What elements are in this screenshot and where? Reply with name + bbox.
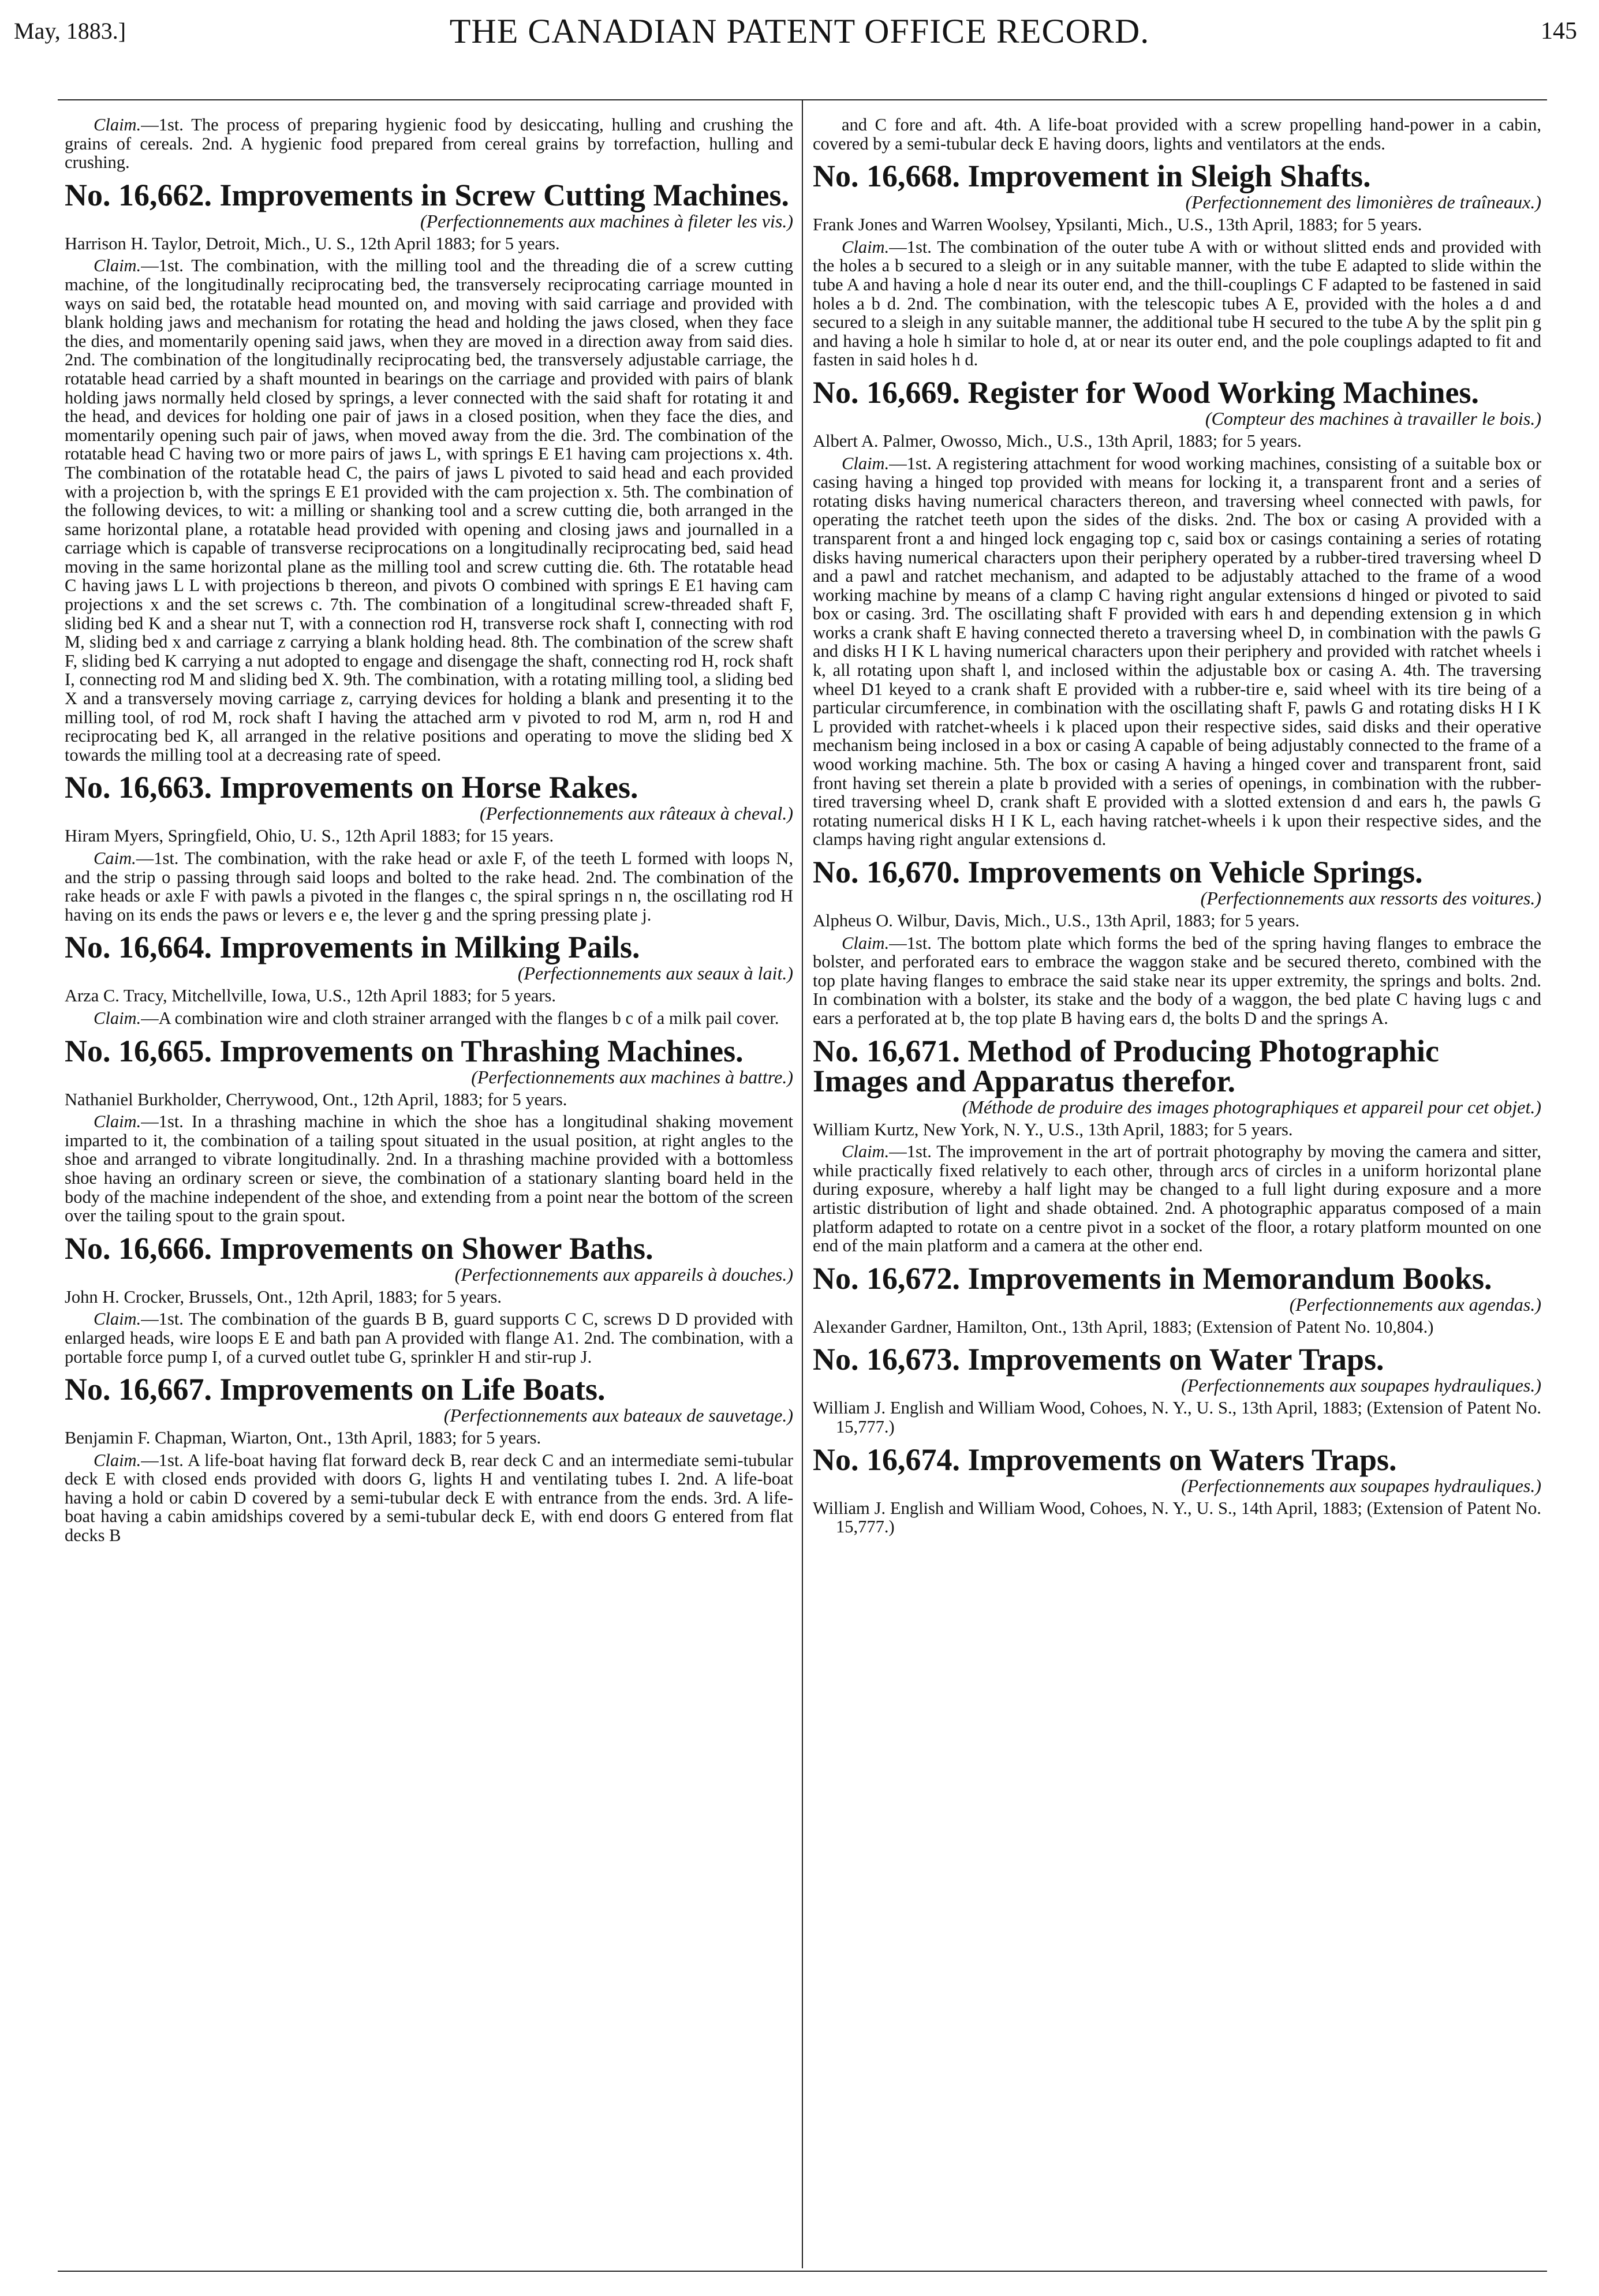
- french-title: (Perfectionnements aux râteaux à cheval.): [480, 803, 793, 824]
- patent-number: No. 16,663.: [65, 770, 212, 805]
- claim-paragraph: [813, 454, 1541, 849]
- french-title: (Perfectionnements aux agendas.): [1289, 1293, 1541, 1315]
- claim-text: —1st. The combination of the outer tube A with or without slitted ends and provided with the holes a b secured to a sleigh or in any suitable manner, with the tube E adapted to slide within the tube A and having a hole d near its outer end, and the thill-couplings C F adapted to be fastened in said holes a b d. 2nd. The combination, with the telescopic tubes A E, provided with the holes a d and secured to a sleigh in any suitable manner, the additional tube H secured to the tube A by the split pin g and having a hole h similar to hole d, at or near its outer end, and the pole couplings adapted to fit and fasten in said holes h d.: [813, 237, 1541, 370]
- claim-paragraph: [65, 256, 793, 764]
- claim-text: —1st. The improvement in the art of portrait photography by moving the camera and sitter, while practically fixed relatively to each other, through arcs of circles in a uniform horizontal plane during exposure, whereby a half light may be changed to a full light during exposure and a more artistic distribution of light and shade obtained. 2nd. A photographic apparatus composed of a main platform adapted to rotate on a centre pivot in a socket of the floor, a rotary platform mounted on one end of the main platform and a camera at the other end.: [813, 1142, 1541, 1256]
- claim-label: Claim.: [94, 115, 141, 134]
- patent-title: Improvements in Memorandum Books.: [967, 1261, 1492, 1296]
- french-title: (Perfectionnements aux soupapes hydrauliques.): [1181, 1475, 1541, 1496]
- left-column: [65, 115, 793, 2263]
- inventor-line: Alpheus O. Wilbur, Davis, Mich., U.S., 13th April, 1883; for 5 years.: [813, 911, 1300, 930]
- patent-title: Improvements on Vehicle Springs.: [967, 855, 1423, 889]
- claim-text: —1st. In a thrashing machine in which the shoe has a longitudinal shaking movement imparted to it, the combination of a tailing spout situated in the usual position, at right angles to the shoe and arranged to vibrate longitudinally. 2nd. In a thrashing machine provided with a bottomless shoe having an ordinary screen or sieve, the combination of a stationary slanting board held in the body of the machine independent of the shoe, and extending from a point near the bottom of the screen over the tailing spout to the grain spout.: [65, 1112, 793, 1226]
- inventor-line: Albert A. Palmer, Owosso, Mich., U.S., 13th April, 1883; for 5 years.: [813, 431, 1302, 451]
- patent-entry: [813, 161, 1541, 369]
- patent-heading: [65, 930, 793, 965]
- inventor-line: Arza C. Tracy, Mitchellville, Iowa, U.S., 12th April 1883; for 5 years.: [65, 986, 556, 1006]
- patent-title: Improvements on Life Boats.: [219, 1372, 606, 1407]
- patent-heading: [65, 1372, 793, 1407]
- patent-heading: [813, 857, 1541, 887]
- french-title: (Perfectionnements aux machines à battre.): [471, 1066, 793, 1087]
- patent-heading: [813, 1342, 1541, 1377]
- claim-paragraph: [813, 238, 1541, 369]
- patent-title: Improvements in Milking Pails.: [219, 930, 640, 965]
- patent-entry: [813, 1033, 1541, 1256]
- patent-entry: [65, 177, 793, 765]
- patent-heading: [813, 1442, 1541, 1477]
- french-title: (Méthode de produire des images photographiques et appareil pour cet objet.): [962, 1096, 1541, 1117]
- patent-number: No. 16,664.: [65, 930, 212, 965]
- claim-label: Claim.: [842, 1142, 890, 1162]
- claim-label: Claim.: [94, 1450, 141, 1470]
- claim-text: —1st. The bottom plate which forms the bed of the spring having flanges to embrace the bolster, and perforated ears to embrace the waggon stake and be secured thereto, combined with the top plate having flanges to embrace the said stake near its upper extremity, the springs and bolts. 2nd. In combination with a bolster, its stake and the body of a waggon, the bed plate C having lugs c and ears a perforated at b, the top plate B having ears d, the bolts D and the springs A.: [813, 933, 1541, 1028]
- patent-entry: [813, 1442, 1541, 1537]
- claim-text: and C fore and aft. 4th. A life-boat provided with a screw propelling hand-power in a cabin, covered by a semi-tubular deck E having doors, lights and ventilators at the ends.: [813, 115, 1541, 154]
- patent-heading: [65, 1033, 793, 1068]
- claim-label: Claim.: [94, 256, 141, 276]
- patent-heading: [65, 770, 793, 805]
- inventor-line: John H. Crocker, Brussels, Ont., 12th April, 1883; for 5 years.: [65, 1287, 502, 1307]
- claim-label: Claim.: [94, 1112, 141, 1132]
- patent-number: No. 16,665.: [65, 1033, 212, 1068]
- continued-claim: [813, 115, 1541, 153]
- patent-number: No. 16,670.: [813, 855, 960, 889]
- patent-number: No. 16,668.: [813, 159, 960, 194]
- french-title: (Perfectionnement des limonières de traîneaux.): [1185, 192, 1541, 213]
- patent-number: No. 16,673.: [813, 1342, 960, 1377]
- inventor-line: Alexander Gardner, Hamilton, Ont., 13th April, 1883; (Extension of Patent No. 10,804.): [813, 1317, 1434, 1337]
- claim-paragraph: [65, 1451, 793, 1545]
- patent-entry: [65, 1233, 793, 1366]
- claim-label: Caim.: [94, 848, 136, 868]
- patent-title: Register for Wood Working Machines.: [967, 375, 1480, 410]
- claim-text: —1st. The process of preparing hygienic food by desiccating, hulling and crushing the grains of cereals. 2nd. A hygienic food prepared from cereal grains by torrefaction, hulling and crushing.: [65, 115, 793, 173]
- patent-entry: [813, 1263, 1541, 1337]
- patent-heading: [813, 375, 1541, 410]
- inventor-line: Harrison H. Taylor, Detroit, Mich., U. S., 12th April 1883; for 5 years.: [65, 233, 560, 253]
- claim-paragraph: [65, 1112, 793, 1225]
- claim-text: —1st. The combination of the guards B B, guard supports C C, screws D D provided with enlarged heads, wire loops E E and bath pan A provided with flange A1. 2nd. The combination, with a portable force pump I, of a curved outlet tube G, sprinkler H and stir-rup J.: [65, 1309, 793, 1367]
- inventor-line: Benjamin F. Chapman, Wiarton, Ont., 13th April, 1883; for 5 years.: [65, 1428, 541, 1448]
- patent-number: No. 16,674.: [813, 1442, 960, 1477]
- inventor-line: Hiram Myers, Springfield, Ohio, U. S., 12th April 1883; for 15 years.: [65, 826, 554, 846]
- inventor-line: Nathaniel Burkholder, Cherrywood, Ont., 12th April, 1883; for 5 years.: [65, 1089, 567, 1109]
- page-header: [14, 10, 1585, 57]
- patent-title: Improvements on Waters Traps.: [967, 1442, 1397, 1477]
- continued-claim: [65, 115, 793, 172]
- claim-text: —A combination wire and cloth strainer arranged with the flanges b c of a milk pail cover.: [141, 1008, 779, 1028]
- french-title: (Perfectionnements aux machines à fileter les vis.): [420, 210, 793, 231]
- patent-heading: [813, 1261, 1541, 1296]
- inventor-line: William J. English and William Wood, Cohoes, N. Y., U. S., 14th April, 1883; (Extension of Patent No. 15,777.): [813, 1498, 1541, 1537]
- patent-number: No. 16,667.: [65, 1372, 212, 1407]
- inventor-line: William J. English and William Wood, Cohoes, N. Y., U. S., 13th April, 1883; (Extension of Patent No. 15,777.): [813, 1398, 1541, 1437]
- claim-text: —1st. The combination, with the milling tool and the threading die of a screw cutting machine, of the longitudinally reciprocating bed, the transversely reciprocating carriage mounted in ways on said bed, the rotatable head mounted on, and moving with said carriage and provided with blank holding jaws and mechanism for rotating the head and holding the jaws closed, when they face the dies, and momentarily opening said jaws, when they are moved in a direction away from said dies. 2nd. The combination of the longitudinally reciprocating bed, the transversely adjustable carriage, the rotatable head carried by a shaft mounted in bearings on the carriage and provided with pairs of blank holding jaws normally held closed by springs, a lever connected with the said shaft for rotating it and the head, and devices for holding one pair of jaws in a closed position, when they face the dies, and momentarily opening such pair of jaws, when moved away from the die. 3rd. The combination of the rotatable head C having two or more pairs of jaws L, with springs E E1 having cam projections x. 4th. The combination of the rotatable head C, the pairs of jaws L pivoted to said head and each provided with a projection b, with the springs E E1 provided with the cam projection x. 5th. The combination of the following devices, to wit: a milling or shanking tool and a screw cutting die, both arranged in the same horizontal plane, a rotatable head provided with opening and closing jaws and journalled in a carriage which is capable of transverse reciprocations on a longitudinally reciprocating bed, said head moving in the same horizontal plane as the milling tool and screw cutting die. 6th. The rotatable head C having jaws L L with projections b thereon, and pivots O combined with springs E E1 having cam projections x and the set screws c. 7th. The combination of a longitudinal screw-threaded shaft F, sliding bed K and a shear nut T, with a connection rod H, transverse rock shaft I, connecting with rod M, sliding bed x and carriage z carrying a blank holding head. 8th. The combination of the screw shaft F, sliding bed K carrying a nut adopted to engage and disengage the shaft, connecting rod H, rock shaft I, connecting rod M and sliding bed X. 9th. The combination, with a rotating milling tool, a sliding bed X and a transversely moving carriage z, carrying devices for holding a blank and presenting it to the milling tool, of rod M, rock shaft I having the attached arm v pivoted to rod M, arm n, rod H and reciprocating bed K, all arranged in the relative positions and operating to move the sliding bed X towards the milling tool at a decreasing rate of speed.: [65, 256, 793, 765]
- header-page-number: 145: [1541, 18, 1577, 44]
- french-title: (Perfectionnements aux appareils à douches.): [454, 1263, 793, 1285]
- patent-number: No. 16,662.: [65, 177, 212, 212]
- patent-heading: [813, 159, 1541, 194]
- patent-entry: [65, 772, 793, 924]
- patent-number: No. 16,666.: [65, 1231, 212, 1266]
- patent-entry: [65, 1374, 793, 1545]
- patent-number: No. 16,671.: [813, 1033, 960, 1068]
- patent-number: No. 16,669.: [813, 375, 960, 410]
- patent-entry: [813, 1344, 1541, 1436]
- french-title: (Perfectionnements aux bateaux de sauvetage.): [443, 1405, 793, 1426]
- patent-title: Improvements on Horse Rakes.: [219, 770, 638, 805]
- french-title: (Perfectionnements aux ressorts des voitures.): [1200, 888, 1541, 908]
- patent-heading: [65, 177, 793, 212]
- patent-entry: [813, 857, 1541, 1028]
- header-date: May, 1883.]: [14, 18, 126, 44]
- french-title: (Perfectionnements aux seaux à lait.): [517, 963, 793, 984]
- claim-paragraph: [65, 1310, 793, 1366]
- claim-label: Claim.: [842, 933, 890, 953]
- patent-title: Improvements on Water Traps.: [967, 1342, 1384, 1377]
- claim-paragraph: [813, 1142, 1541, 1255]
- claim-text: —1st. The combination, with the rake head or axle F, of the teeth L formed with loops N, and the strip o passing through said loops and bolted to the rake head. 2nd. The combination of the rake heads or axle F with pawls a pivoted in the flanges c, the spiral springs n n, the oscillating rod H having on its ends the paws or levers e e, the lever g and the spring pressing plate j.: [65, 848, 793, 925]
- french-title: (Compteur des machines à travailler le bois.): [1205, 407, 1541, 429]
- patent-entry: [65, 1033, 793, 1226]
- patent-heading: [813, 1033, 1541, 1098]
- patent-entry: [65, 932, 793, 1027]
- patent-number: No. 16,672.: [813, 1261, 960, 1296]
- claim-label: Claim.: [94, 1008, 141, 1028]
- inventor-line: Frank Jones and Warren Woolsey, Ypsilanti, Mich., U.S., 13th April, 1883; for 5 years.: [813, 215, 1422, 235]
- header-title: THE CANADIAN PATENT OFFICE RECORD.: [449, 12, 1150, 50]
- patent-title: Improvements on Thrashing Machines.: [219, 1033, 744, 1068]
- inventor-line: William Kurtz, New York, N. Y., U.S., 13th April, 1883; for 5 years.: [813, 1119, 1293, 1139]
- claim-text: —1st. A life-boat having flat forward deck B, rear deck C and an intermediate semi-tubular deck E with closed ends provided with doors G, lights H and ventilating tubes I. 2nd. A life-boat having a hold or cabin D covered by a semi-tubular deck E with entrance from the ends. 3rd. A life-boat having a cabin amidships covered by a semi-tubular deck E, with end doors G entered from flat decks B: [65, 1450, 793, 1546]
- claim-paragraph: [65, 849, 793, 924]
- column-divider: [802, 100, 803, 2268]
- patent-title: Improvements on Shower Baths.: [219, 1231, 653, 1266]
- patent-heading: [65, 1231, 793, 1266]
- patent-title: Method of Producing Photographic Images and Apparatus therefor.: [813, 1033, 1440, 1098]
- claim-label: Claim.: [94, 1309, 141, 1329]
- claim-paragraph: [813, 934, 1541, 1028]
- claim-label: Claim.: [842, 453, 890, 473]
- right-column: [813, 115, 1541, 2263]
- patent-entry: [813, 377, 1541, 849]
- patent-title: Improvements in Screw Cutting Machines.: [219, 177, 789, 212]
- patent-title: Improvement in Sleigh Shafts.: [967, 159, 1371, 194]
- claim-text: —1st. A registering attachment for wood working machines, consisting of a suitable box or casing having a hinged top provided with means for locking it, a transparent front and a series of rotating disks having numerical characters thereon, and traversing wheel connected with pawls, for operating the ratchet teeth upon the sides of the disks. 2nd. The box or casing A provided with a transparent front a and hinged lock engaging top c, said box or casings containing a series of rotating disks having numerical characters upon their periphery operated by a rubber-tired traversing wheel D and a pawl and ratchet mechanism, and adapted to be adjustably attached to the frame of a wood working machine by means of a clamp C having right angular extensions d hinged or pivoted to said box or casing. 3rd. The oscillating shaft F provided with ears h and depending extension g in which works a crank shaft E having connected thereto a traversing wheel D, in combination with the pawls G and disks H I K L having numerical characters upon their periphery and provided with ratchet wheels i k, all rotating upon shaft l, and inclosed within the adjustable box or casing A. 4th. The traversing wheel D1 keyed to a crank shaft E provided with a rubber-tire e, said wheel with its tire being of a particular circumference, in combination with the oscillating shaft F, pawls G and rotating disks H I K L provided with ratchet-wheels i k placed upon their respective sides, said disks and their operative mechanism being inclosed in a box or casing A capable of being adjustably connected to the frame of a wood working machine. 5th. The box or casing A having a hinged cover and transparent front, said front having set therein a plate b provided with a series of openings, in combination with the rubber-tired traversing wheel D, crank shaft E provided with a slotted extension d and ears h, the pawls G rotating numerical disks H I K L, each having ratchet-wheels i k upon their respective sides, and the clamps having right angular extensions d.: [813, 453, 1541, 850]
- french-title: (Perfectionnements aux soupapes hydrauliques.): [1181, 1375, 1541, 1396]
- claim-label: Claim.: [842, 237, 890, 257]
- claim-paragraph: [65, 1009, 793, 1028]
